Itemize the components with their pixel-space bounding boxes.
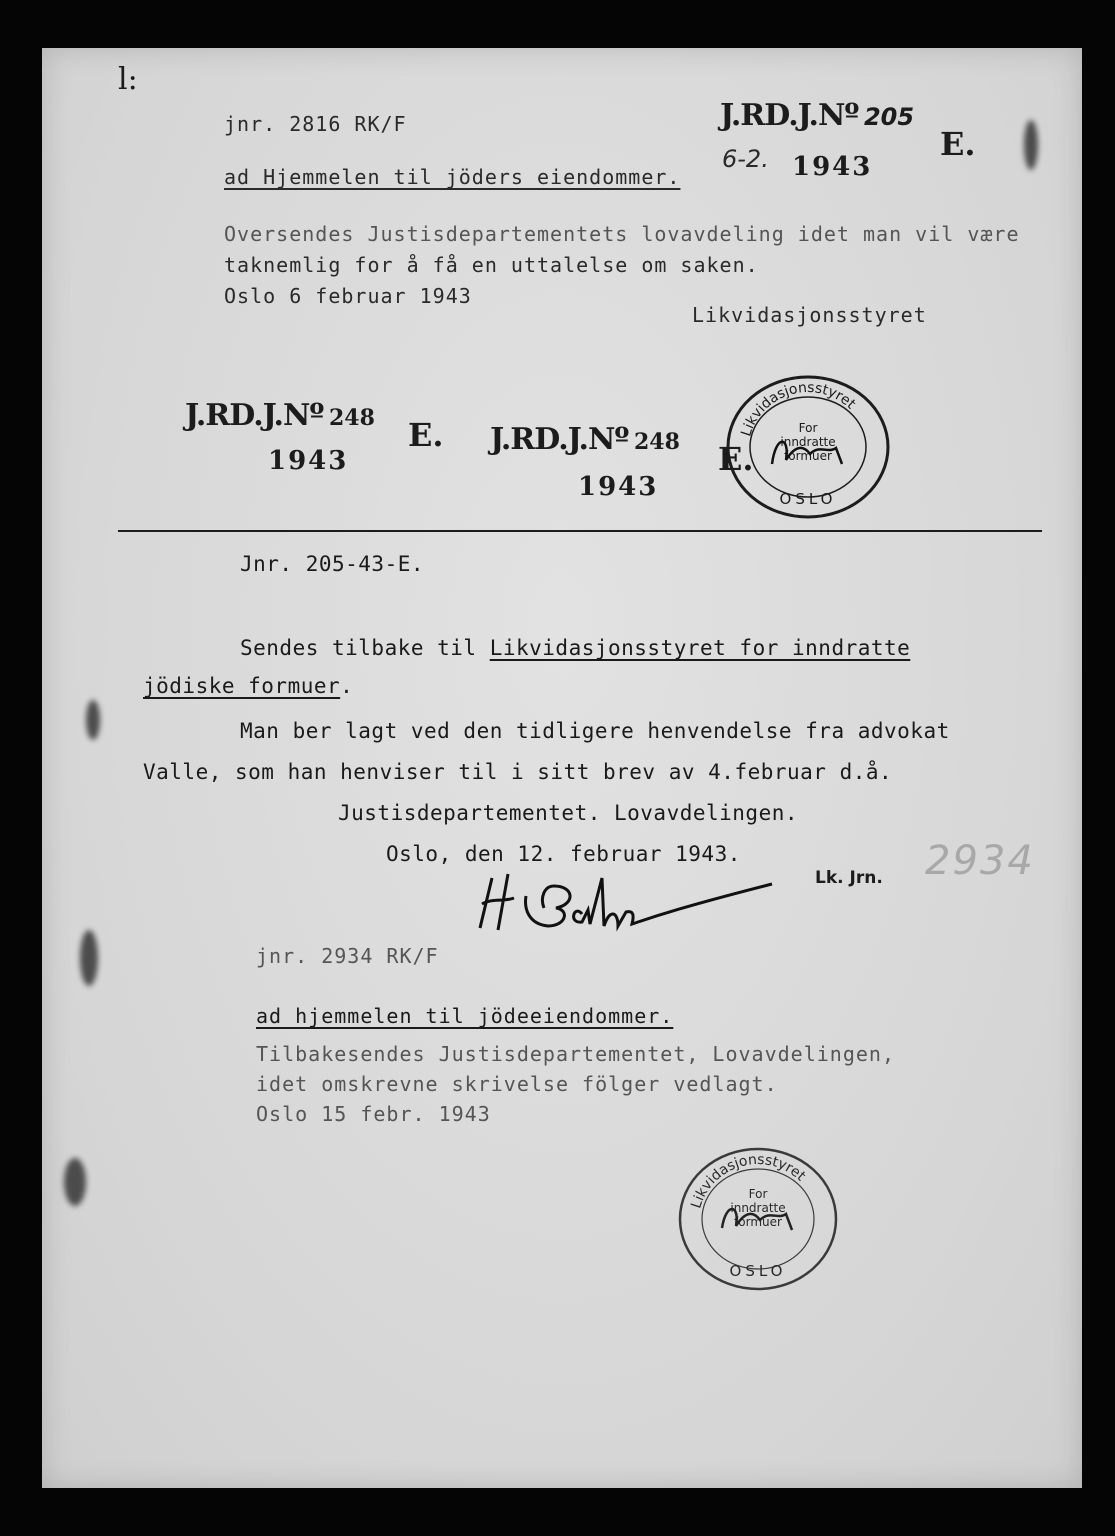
svg-text:Likvidasjonsstyret: Likvidasjonsstyret xyxy=(738,379,859,439)
bottom-subject: ad hjemmelen til jödeeiendommer. xyxy=(256,1004,674,1028)
bottom-journal-number: jnr. 2934 RK/F xyxy=(256,944,439,968)
svg-text:formuer: formuer xyxy=(734,1215,782,1229)
top-subject: ad Hjemmelen til jöders eiendommer. xyxy=(224,165,681,189)
top-journal-number: jnr. 2816 RK/F xyxy=(224,112,407,136)
stamp-left-year: 1943 xyxy=(268,446,349,476)
reply-date: Oslo, den 12. februar 1943. xyxy=(386,842,741,866)
svg-text:formuer: formuer xyxy=(784,449,832,463)
signature-h-bahr xyxy=(478,868,808,952)
stamp-number: 205 xyxy=(863,103,915,131)
journal-stamp-left: J.RD.J.Nº 248 xyxy=(185,398,375,433)
journal-stamp-right: J.RD.J.Nº 248 xyxy=(490,422,680,457)
corner-mark: l: xyxy=(118,62,138,97)
stamp-right-year: 1943 xyxy=(578,472,659,502)
top-signer: Likvidasjonsstyret xyxy=(692,303,927,327)
svg-text:OSLO: OSLO xyxy=(729,1262,787,1280)
stamp-suffix: E. xyxy=(940,125,976,163)
reply-line2: jödiske formuer. xyxy=(143,674,354,698)
bottom-line1: Tilbakesendes Justisdepartementet, Lovavdelingen, xyxy=(256,1042,896,1066)
margin-blot xyxy=(64,1158,86,1206)
stamp-left-suffix: E. xyxy=(408,416,444,454)
top-paragraph-line2: taknemlig for å få en uttalelse om saken. xyxy=(224,253,759,277)
stamp-handwritten-date: 6-2. xyxy=(722,145,769,173)
lk-journal-label: Lk. Jrn. xyxy=(815,868,883,888)
top-paragraph-line1: Oversendes Justisdepartementets lovavdeling idet man vil være xyxy=(224,222,1020,246)
svg-text:inndratte: inndratte xyxy=(730,1201,786,1215)
stamp-year: 1943 xyxy=(792,152,873,182)
margin-blot xyxy=(80,930,98,986)
margin-blot xyxy=(1024,120,1038,170)
section-divider xyxy=(118,530,1042,532)
journal-stamp-top xyxy=(720,98,914,133)
svg-text:Likvidasjonsstyret: Likvidasjonsstyret xyxy=(688,1151,809,1211)
reply-line4: Valle, som han henviser til i sitt brev av 4.februar d.å. xyxy=(143,760,893,784)
lk-journal-number: 2934 xyxy=(925,838,1035,884)
reply-line1: Sendes tilbake til Likvidasjonsstyret for inndratte xyxy=(240,636,911,660)
round-official-stamp-bottom xyxy=(676,1146,840,1292)
svg-text:For: For xyxy=(748,1187,768,1201)
reply-line3: Man ber lagt ved den tidligere henvendelse fra advokat xyxy=(240,719,950,743)
reply-journal-number: Jnr. 205-43-E. xyxy=(240,552,425,576)
top-date: Oslo 6 februar 1943 xyxy=(224,284,472,308)
margin-blot xyxy=(86,700,100,740)
round-official-stamp-top xyxy=(724,374,892,520)
svg-text:For: For xyxy=(798,421,818,435)
stamp-prefix: J.RD.J.Nº xyxy=(720,98,859,133)
stamp-right-suffix: E. xyxy=(718,440,754,478)
bottom-line2: idet omskrevne skrivelse fölger vedlagt. xyxy=(256,1072,778,1096)
svg-text:inndratte: inndratte xyxy=(780,435,836,449)
svg-text:OSLO: OSLO xyxy=(779,490,837,508)
bottom-date: Oslo 15 febr. 1943 xyxy=(256,1102,491,1126)
reply-department: Justisdepartementet. Lovavdelingen. xyxy=(338,801,799,825)
